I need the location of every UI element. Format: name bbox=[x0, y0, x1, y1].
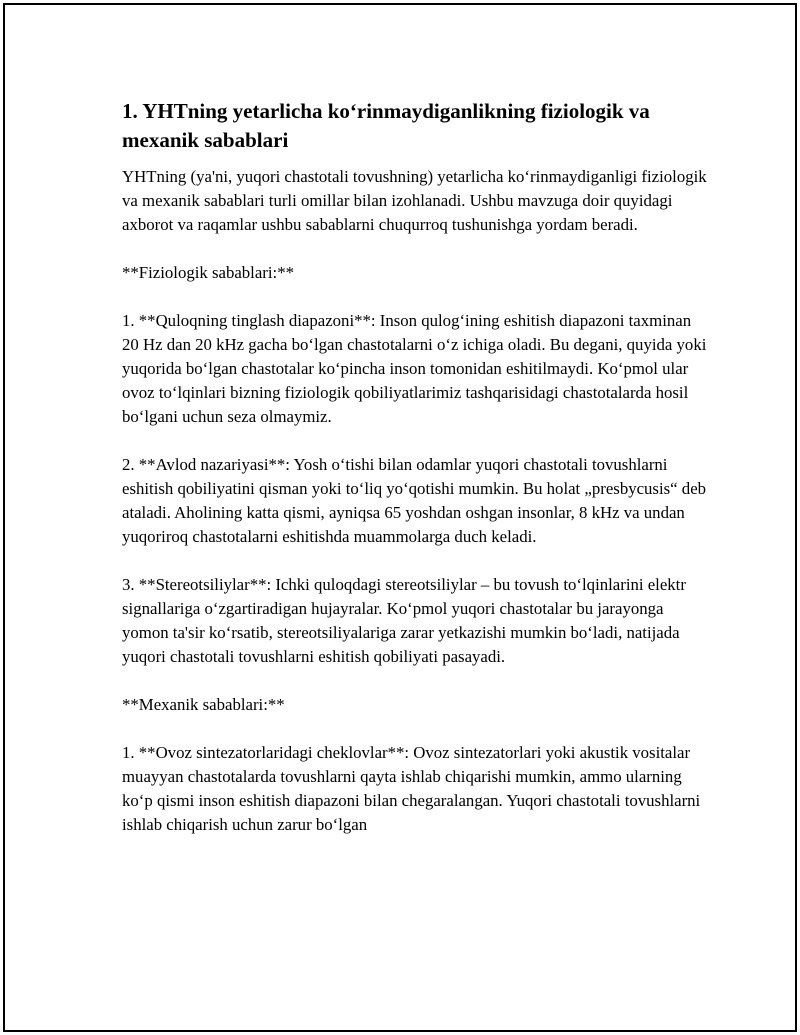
paragraph-synthesizer-limits: 1. **Ovoz sintezatorlaridagi cheklovlar**: Ovoz sintezatorlari yoki akustik vositalar muayyan chastotalarda tovushlarni qayta ishlab chiqarishi mumkin, ammo ularning ko‘p qismi inson eshitish diapazoni bilan chegaralangan. Yuqori chastotali tovushlarni ishlab chiqarish uchun zarur bo‘lgan bbox=[122, 743, 701, 834]
paragraph-stereocilia: 3. **Stereotsiliylar**: Ichki quloqdagi stereotsiliylar – bu tovush to‘lqinlarini elektr signallariga o‘zgartiradigan hujayralar. Ko‘pmol yuqori chastotalar bu jarayonga yomon ta'sir ko‘rsatib, stereotsiliyalariga zarar yetkazishi mumkin bo‘ladi, natijada yuqori chastotali tovushlarni eshitish qobiliyati pasayadi. bbox=[122, 575, 686, 666]
paragraph-age-theory: 2. **Avlod nazariyasi**: Yosh o‘tishi bilan odamlar yuqori chastotali tovushlarni eshitish qobiliyatini qisman yoki to‘liq yo‘qotishi mumkin. Bu holat „presbycusis“ deb ataladi. Aholining katta qismi, ayniqsa 65 yoshdan oshgan insonlar, 8 kHz va undan yuqoriroq chastotalarni eshitishda muammolarga duch keladi. bbox=[122, 455, 707, 546]
paragraph-hearing-range: 1. **Quloqning tinglash diapazoni**: Inson qulog‘ining eshitish diapazoni taxminan 20 Hz dan 20 kHz gacha bo‘lgan chastotalarni o‘z ichiga oladi. Bu degani, quyida yoki yuqorida bo‘lgan chastotalar ko‘pincha inson tomonidan eshitilmaydi. Ko‘pmol ular ovoz to‘lqinlari bizning fiziologik qobiliyatlarimiz tashqarisidagi chastotalarda hosil bo‘lgani uchun seza olmaymiz. bbox=[122, 311, 707, 426]
mechanical-heading: **Mexanik sabablari:** bbox=[122, 695, 285, 714]
document-page bbox=[3, 3, 797, 1032]
document-body bbox=[122, 97, 707, 837]
document-title: 1. YHTning yetarlicha ko‘rinmaydiganlikning fiziologik va mexanik sabablari bbox=[122, 99, 650, 152]
physiological-heading: **Fiziologik sabablari:** bbox=[122, 263, 294, 282]
intro-paragraph: YHTning (ya'ni, yuqori chastotali tovushning) yetarlicha ko‘rinmaydiganligi fiziologik va mexanik sabablari turli omillar bilan izohlanadi. Ushbu mavzuga doir quyidagi axborot va raqamlar ushbu sabablarni chuqurroq tushunishga yordam beradi. bbox=[122, 167, 707, 234]
